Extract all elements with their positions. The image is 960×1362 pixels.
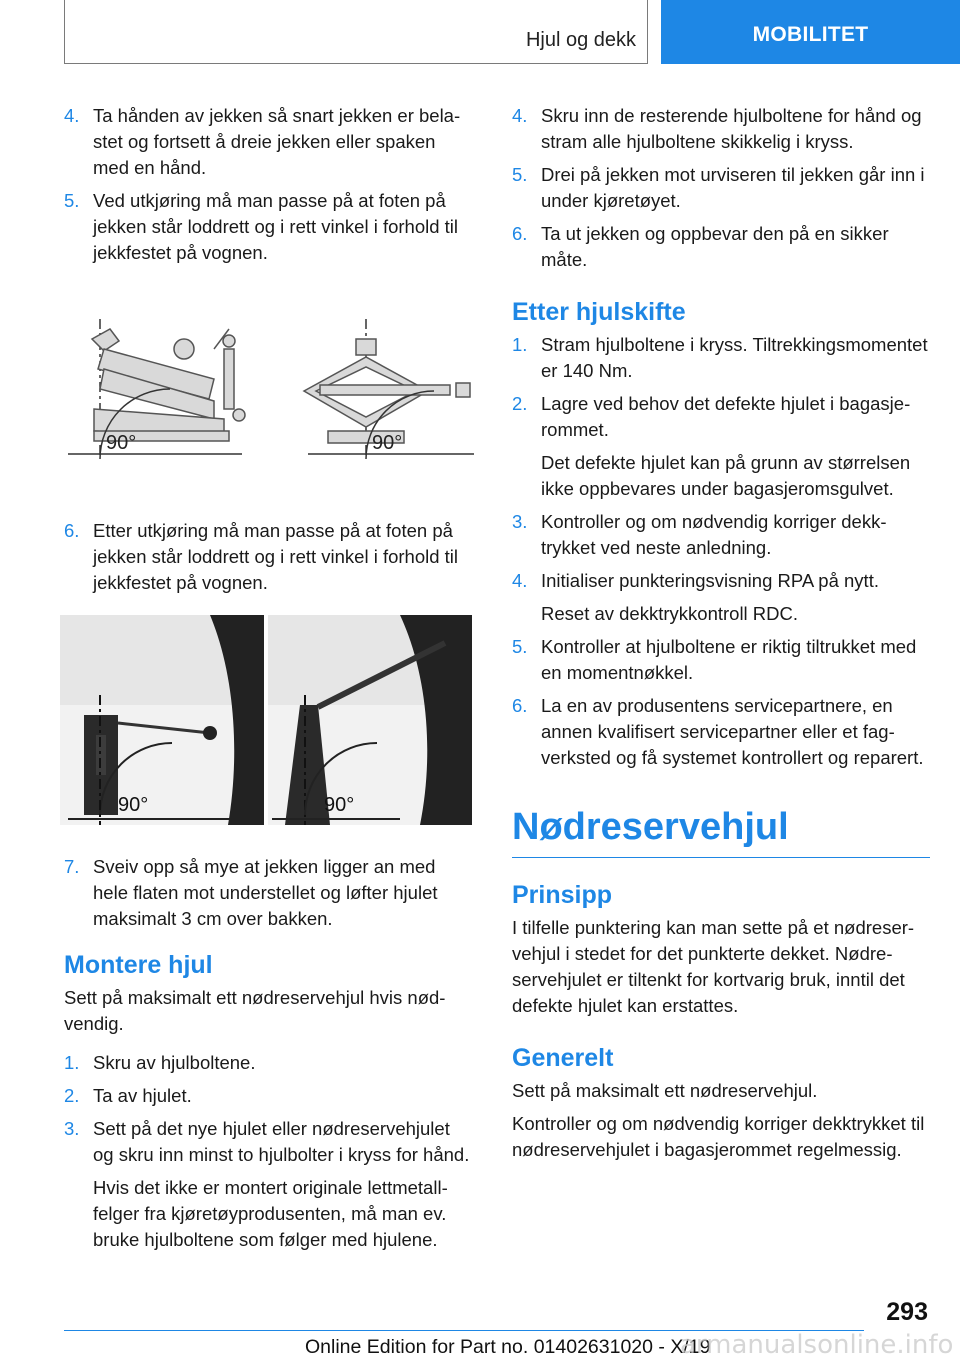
step-number: 3.: [512, 511, 528, 532]
prinsipp-heading: Prinsipp: [512, 881, 613, 909]
step-text: Kontroller at hjulboltene er riktig tiltrukket med en momentnøkkel.: [541, 636, 917, 683]
photo-angle-left: 90°: [118, 794, 149, 816]
step-number: 6.: [512, 223, 528, 244]
page-number: 293: [886, 1298, 928, 1326]
step-5-left: [64, 188, 474, 266]
photo-angle-right: 90°: [324, 794, 355, 816]
step-number: 5.: [512, 164, 528, 185]
step-number: 1.: [64, 1052, 80, 1073]
watermark: armanualsonline.info: [680, 1330, 954, 1360]
step-number: 6.: [64, 520, 80, 541]
jack-photo-left: [60, 615, 264, 825]
jack-diagram-figure: [64, 319, 474, 489]
etter-step-2-note: Det defekte hjulet kan på grunn av størrelsen ikke oppbevares under bagasjeromsgulvet.: [541, 452, 911, 499]
step-5-right: [512, 162, 930, 214]
step-text: Ta ut jekken og oppbevar den på en sikker måte.: [541, 223, 889, 270]
footer-edition: Online Edition for Part no. 01402631020 - X/19: [305, 1336, 711, 1358]
step-6-right: [512, 221, 930, 273]
jack-photo-right: [268, 615, 472, 825]
generelt-paragraph-1: Sett på maksimalt ett nødreservehjul.: [512, 1080, 818, 1101]
left-column: [64, 103, 474, 1260]
chapter-label: MOBILITET: [752, 23, 869, 46]
step-number: 2.: [512, 393, 528, 414]
step-text: Drei på jekken mot urviseren til jekken går inn i under kjøretøyet.: [541, 164, 925, 211]
step-text: Sett på det nye hjulet eller nødreservehjulet og skru inn minst to hjulbolter i kryss for hånd.: [93, 1118, 470, 1165]
step-4-right: [512, 103, 930, 155]
etter-step-3: [512, 509, 930, 561]
step-text: La en av produsentens servicepartnere, en annen kvalifisert servicepartner eller et fagverksted og få systemet kontrollert og reparert.: [541, 695, 924, 768]
step-text: Etter utkjøring må man passe på at foten på jekken står loddrett og i rett vinkel i forhold til jekkfestet på vognen.: [93, 520, 459, 593]
step-text: Lagre ved behov det defekte hjulet i bagasjerommet.: [541, 393, 911, 440]
step-text: Ta av hjulet.: [93, 1085, 192, 1106]
montere-intro: Sett på maksimalt ett nødreservehjul hvis nødvendig.: [64, 987, 446, 1034]
prinsipp-text: I tilfelle punktering kan man sette på et nødreservehjul i stedet for det punkterte dekket. Nødreservehjulet er tiltenkt for kortvarig bruk, inntil det defekte hjulet kan erstattes.: [512, 917, 915, 1016]
etter-step-6: [512, 693, 930, 771]
step-number: 3.: [64, 1118, 80, 1139]
montere-step-3: [64, 1116, 474, 1168]
montere-hjul-heading: Montere hjul: [64, 951, 213, 979]
step-7-left: [64, 854, 474, 932]
step-text: Ved utkjøring må man passe på at foten på jekken står loddrett og i rett vinkel i forhold til jekkfestet på vognen.: [93, 190, 459, 263]
step-number: 4.: [512, 570, 528, 591]
step-4-left: [64, 103, 474, 181]
header-section-title: Hjul og dekk: [525, 29, 636, 51]
etter-step-2: [512, 391, 930, 443]
nodreservehjul-heading-block: [512, 803, 930, 858]
step-text: Skru inn de resterende hjulboltene for hånd og stram alle hjulboltene skikkelig i kryss.: [541, 105, 922, 152]
step-number: 7.: [64, 856, 80, 877]
montere-step-1: [64, 1050, 474, 1076]
step-text: Kontroller og om nødvendig korriger dekktrykket ved neste anledning.: [541, 511, 887, 558]
montere-step-2: [64, 1083, 474, 1109]
step-number: 5.: [512, 636, 528, 657]
jack-side-view: [68, 319, 245, 459]
jack-photo-figure: [60, 615, 472, 825]
angle-label-right: 90°: [372, 432, 403, 454]
nodreservehjul-heading: Nødreservehjul: [512, 806, 789, 848]
step-text: Ta hånden av jekken så snart jekken er belastet og fortsett å dreie jekken eller spaken med en hånd.: [93, 105, 461, 178]
step-number: 6.: [512, 695, 528, 716]
header-chapter-tab: [661, 0, 960, 64]
step-text: Sveiv opp så mye at jekken ligger an med hele flaten mot understellet og løfter hjulet maksimalt 3 cm over bakken.: [93, 856, 438, 929]
step-number: 2.: [64, 1085, 80, 1106]
step-text: Stram hjulboltene i kryss. Tiltrekkingsmomentet er 140 Nm.: [541, 334, 928, 381]
step-number: 4.: [512, 105, 528, 126]
angle-label-left: 90°: [106, 432, 137, 454]
generelt-heading: Generelt: [512, 1044, 614, 1072]
step-text: Skru av hjulboltene.: [93, 1052, 256, 1073]
etter-step-4-note: Reset av dekktrykkontroll RDC.: [541, 603, 799, 624]
step-number: 1.: [512, 334, 528, 355]
etter-step-1: [512, 332, 930, 384]
step-number: 4.: [64, 105, 80, 126]
etter-hjulskifte-heading: Etter hjulskifte: [512, 298, 686, 326]
step-6-left: [64, 518, 474, 596]
step-number: 5.: [64, 190, 80, 211]
generelt-paragraph-2: Kontroller og om nødvendig korriger dekktrykket til nødreservehjulet i bagasjerommet regelmessig.: [512, 1113, 925, 1160]
etter-step-4: [512, 568, 930, 594]
etter-step-5: [512, 634, 930, 686]
step-text: Initialiser punkteringsvisning RPA på nytt.: [541, 570, 879, 591]
right-column: [512, 103, 930, 1170]
montere-note: Hvis det ikke er montert originale lettmetallfelger fra kjøretøyprodusenten, må man ev. bruke hjulboltene som følger med hjulene.: [93, 1177, 448, 1250]
